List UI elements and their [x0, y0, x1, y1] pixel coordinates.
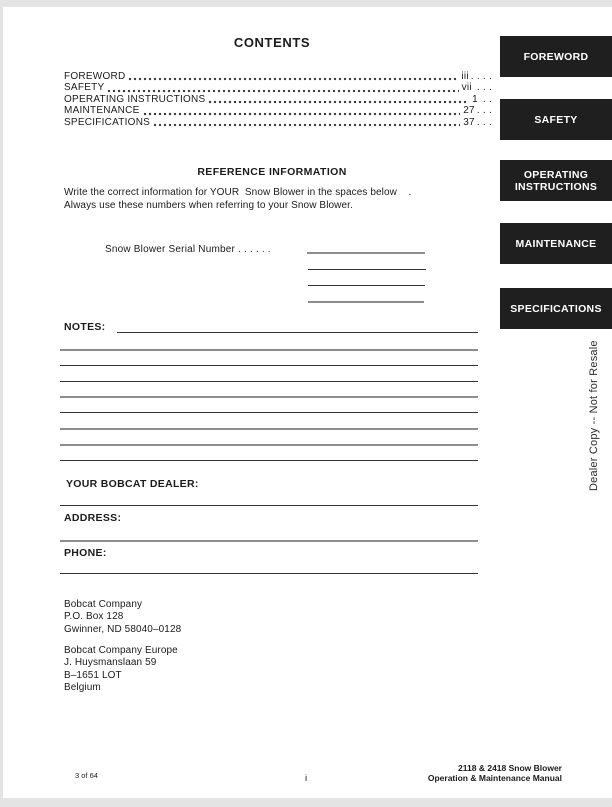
footer-document-title: [428, 763, 562, 783]
footer-sheet-number: 3 of 64: [75, 771, 98, 780]
dotted-leader: [143, 105, 461, 116]
toc-row: [64, 105, 492, 116]
footer-title-line-2: Operation & Maintenance Manual: [427, 773, 562, 783]
reference-information-paragraph: [64, 186, 488, 212]
write-in-line: [60, 540, 478, 542]
address-line: B–1651 LOT: [64, 669, 122, 681]
dealer-copy-watermark: Dealer Copy -- Not for Resale: [588, 340, 600, 491]
write-in-line: [308, 269, 426, 270]
address-line: Bobcat Company Europe: [64, 645, 178, 656]
tab-foreword: FOREWORD: [500, 36, 612, 77]
address-label: ADDRESS:: [64, 512, 122, 524]
serial-number-label: Snow Blower Serial Number . . . . . .: [105, 244, 271, 255]
address-line: J. Huysmanslaan 59: [64, 657, 157, 669]
write-in-line: [60, 396, 478, 398]
toc-trail-dots: . . .: [476, 116, 492, 128]
tab-maintenance: MAINTENANCE: [500, 223, 612, 264]
dotted-leader: [107, 82, 458, 93]
write-in-line: [60, 573, 478, 574]
footer-title-line-1: 2118 & 2418 Snow Blower: [458, 763, 562, 773]
toc-label: MAINTENANCE: [64, 105, 140, 117]
toc-page-number: vii: [461, 82, 472, 94]
toc-row: [64, 71, 492, 82]
tab-specifications: SPECIFICATIONS: [500, 288, 612, 329]
toc-label: FOREWORD: [64, 71, 126, 82]
write-in-line: [60, 444, 478, 446]
write-in-line: [117, 332, 478, 333]
toc-label: OPERATING INSTRUCTIONS: [64, 93, 206, 105]
dealer-label: YOUR BOBCAT DEALER:: [66, 478, 199, 490]
dotted-leader: [128, 71, 458, 82]
write-in-line: [60, 412, 478, 413]
write-in-line: [60, 505, 478, 506]
write-in-line: [308, 285, 425, 286]
toc-page-number: 1: [472, 93, 478, 105]
toc-trail-dots: . .: [479, 93, 492, 105]
toc-page-number: 27: [463, 105, 475, 117]
company-address-us: [64, 599, 181, 636]
write-in-line: [307, 252, 425, 254]
write-in-line: [60, 460, 478, 461]
write-in-line: [60, 428, 478, 430]
write-in-line: [60, 349, 478, 351]
table-of-contents: [64, 71, 492, 128]
write-in-line: [60, 381, 478, 382]
toc-page-number: iii: [461, 71, 469, 82]
reference-information-title: REFERENCE INFORMATION: [197, 166, 347, 178]
write-in-line: [60, 365, 478, 366]
toc-trail-dots: . . . .: [470, 71, 492, 82]
address-line: Gwinner, ND 58040–0128: [64, 623, 182, 635]
toc-row: [64, 82, 492, 93]
address-line: Belgium: [64, 681, 101, 693]
write-in-line: [308, 301, 424, 303]
toc-label: SPECIFICATIONS: [64, 116, 151, 128]
company-address-europe: [64, 645, 178, 694]
toc-trail-dots: . . .: [476, 105, 492, 117]
dotted-leader: [153, 117, 460, 128]
toc-label: SAFETY: [64, 82, 105, 94]
notes-label: NOTES:: [64, 321, 106, 333]
reference-line-2: Always use these numbers when referring to your Snow Blower.: [64, 200, 353, 211]
dotted-leader: [208, 94, 469, 105]
address-line: P.O. Box 128: [64, 611, 124, 623]
tab-safety: SAFETY: [500, 99, 612, 140]
reference-line-1: Write the correct information for YOUR Snow Blower in the spaces below .: [64, 187, 412, 198]
footer-page-number: i: [304, 773, 308, 784]
toc-row: [64, 117, 492, 128]
tab-operating-instructions: OPERATING INSTRUCTIONS: [500, 160, 612, 201]
phone-label: PHONE:: [64, 547, 107, 559]
contents-title: CONTENTS: [233, 35, 311, 50]
toc-page-number: 37: [463, 116, 475, 128]
toc-trail-dots: . . .: [473, 82, 492, 94]
toc-row: [64, 94, 492, 105]
address-line: Bobcat Company: [64, 599, 143, 610]
